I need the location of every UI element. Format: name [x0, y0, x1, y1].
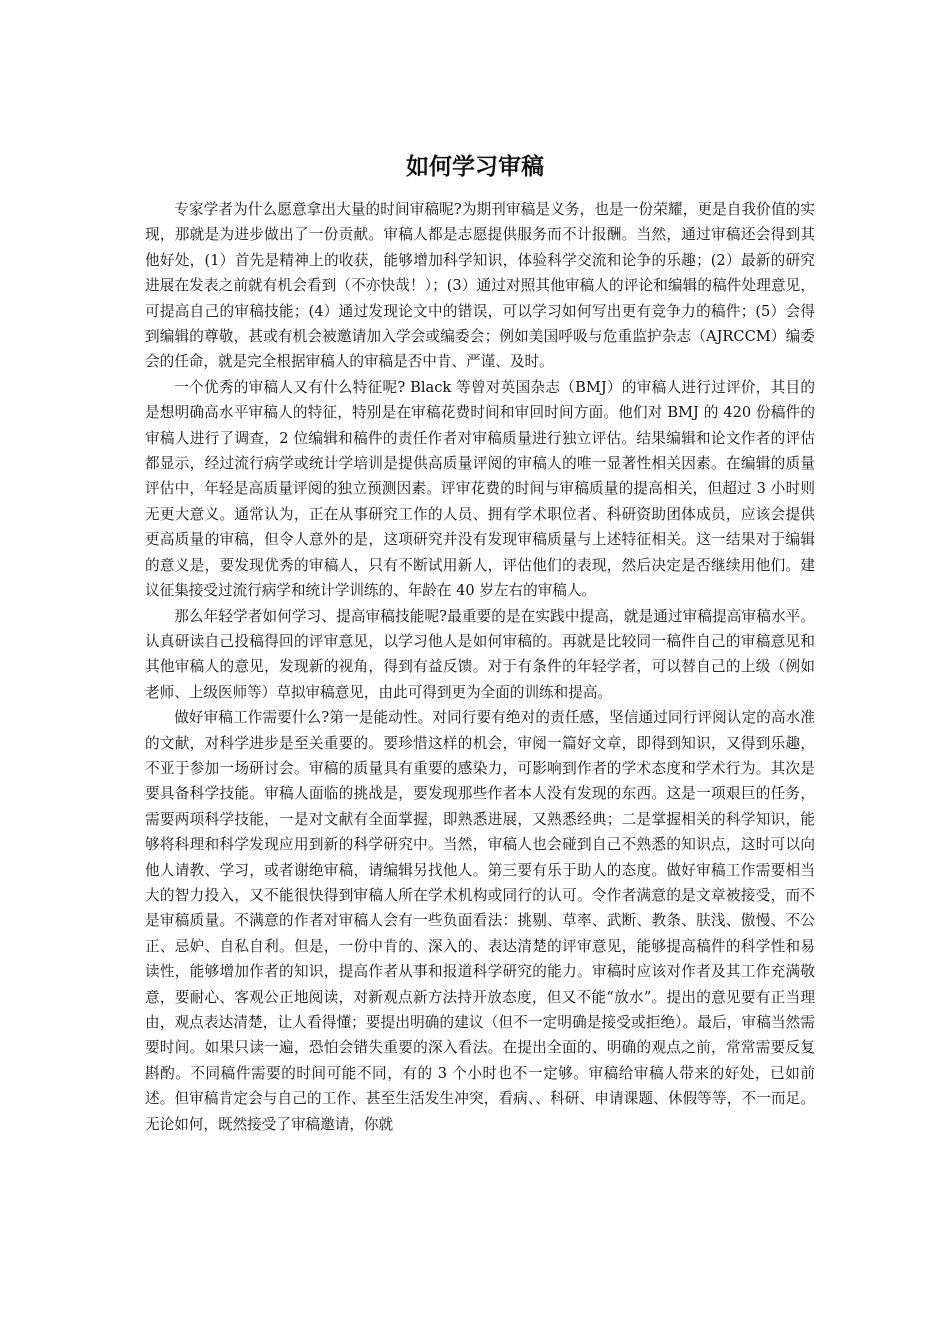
document-body	[145, 197, 815, 1137]
paragraph-learning-review: 那么年轻学者如何学习、提高审稿技能呢?最重要的是在实践中提高，就是通过审稿提高审稿水平。认真研读自己投稿得回的评审意见，以学习他人是如何审稿的。再就是比较同一稿件自己的审稿意见和其他审稿人的意见，发现新的视角，得到有益反馈。对于有条件的年轻学者，可以替自己的上级（例如老师、上级医师等）草拟审稿意见，由此可得到更为全面的训练和提高。	[145, 607, 815, 701]
paragraph-requirements: 做好审稿工作需要什么?第一是能动性。对同行要有绝对的责任感，坚信通过同行评阅认定的高水准的文献，对科学进步是至关重要的。要珍惜这样的机会，审阅一篇好文章，即得到知识，又得到乐趣，不亚于参加一场研讨会。审稿的质量具有重要的感染力，可影响到作者的学术态度和学术行为。其次是要具备科学技能。审稿人面临的挑战是，要发现那些作者本人没有发现的东西。这是一项艰巨的任务，需要两项科学技能，一是对文献有全面掌握，即熟悉进展，又熟悉经典；二是掌握相关的科学知识，能够将科理和科学发现应用到新的科学研究中。当然，审稿人也会碰到自己不熟悉的知识点，这时可以向他人请教、学习，或者谢绝审稿，请编辑另找他人。第三要有乐于助人的态度。做好审稿工作需要相当大的智力投入，又不能很快得到审稿人所在学术机构或同行的认可。令作者满意的是文章被接受，而不是审稿质量。不满意的作者对审稿人会有一些负面看法：挑剔、草率、武断、教条、肤浅、傲慢、不公正、忌妒、自私自利。但是，一份中肯的、深入的、表达清楚的评审意见，能够提高稿件的科学性和易读性，能够增加作者的知识，提高作者从事和报道科学研究的能力。审稿时应该对作者及其工作充满敬意，要耐心、客观公正地阅读，对新观点新方法持开放态度，但又不能“放水”。提出的意见要有正当理由，观点表达清楚，让人看得懂；要提出明确的建议（但不一定明确是接受或拒绝）。最后，审稿当然需要时间。如果只读一遍，恐怕会错失重要的深入看法。在提出全面的、明确的观点之前，常常需要反复斟酌。不同稿件需要的时间可能不同，有的 3 个小时也不一定够。审稿给审稿人带来的好处，已如前述。但审稿肯定会与自己的工作、甚至生活发生冲突，看病、、科研、申请课题、休假等等，不一而足。无论如何，既然接受了审稿邀请，你就	[145, 709, 815, 1133]
document-title: 如何学习审稿	[406, 154, 544, 180]
paragraph-motivation: 专家学者为什么愿意拿出大量的时间审稿呢?为期刊审稿是义务，也是一份荣耀，更是自我价值的实现，那就是为进步做出了一份贡献。审稿人都是志愿提供服务而不计报酬。当然，通过审稿还会得到其他好处，(1）首先是精神上的收获，能够增加科学知识，体验科学交流和论争的乐趣；(2）最新的研究进展在发表之前就有机会看到（不亦快哉！）；(3）通过对照其他审稿人的评论和编辑的稿件处理意见，可提高自己的审稿技能；(4）通过发现论文中的错误，可以学习如何写出更有竞争力的稿件；(5）会得到编辑的尊敬，甚或有机会被邀请加入学会或编委会；例如美国呼吸与危重监护杂志（AJRCCM）编委会的任命，就是完全根据审稿人的审稿是否中肯、严谨、及时。	[145, 201, 815, 371]
paragraph-reviewer-traits: 一个优秀的审稿人又有什么特征呢? Black 等曾对英国杂志（BMJ）的审稿人进行过评价，其目的是想明确高水平审稿人的特征，特别是在审稿花费时间和审回时间方面。他们对 BMJ 的 420 份稿件的审稿人进行了调查，2 位编辑和稿件的责任作者对审稿质量进行独立评估。结果编辑和论文作者的评估都显示，经过流行病学或统计学培训是提供高质量评阅的审稿人的唯一显著性相关因素。在编辑的质量评估中，年轻是高质量评阅的独立预测因素。评审花费的时间与审稿质量的提高相关，但超过 3 小时则无更大意义。通常认为，正在从事研究工作的人员、拥有学术职位者、科研资助团体成员，应该会提供更高质量的审稿，但令人意外的是，这项研究并没有发现审稿质量与上述特征相关。这一结果对于编辑的意义是，要发现优秀的审稿人，只有不断试用新人，评估他们的表现，然后决定是否继续用他们。建议征集接受过流行病学和统计学训练的、年龄在 40 岁左右的审稿人。	[145, 378, 815, 600]
